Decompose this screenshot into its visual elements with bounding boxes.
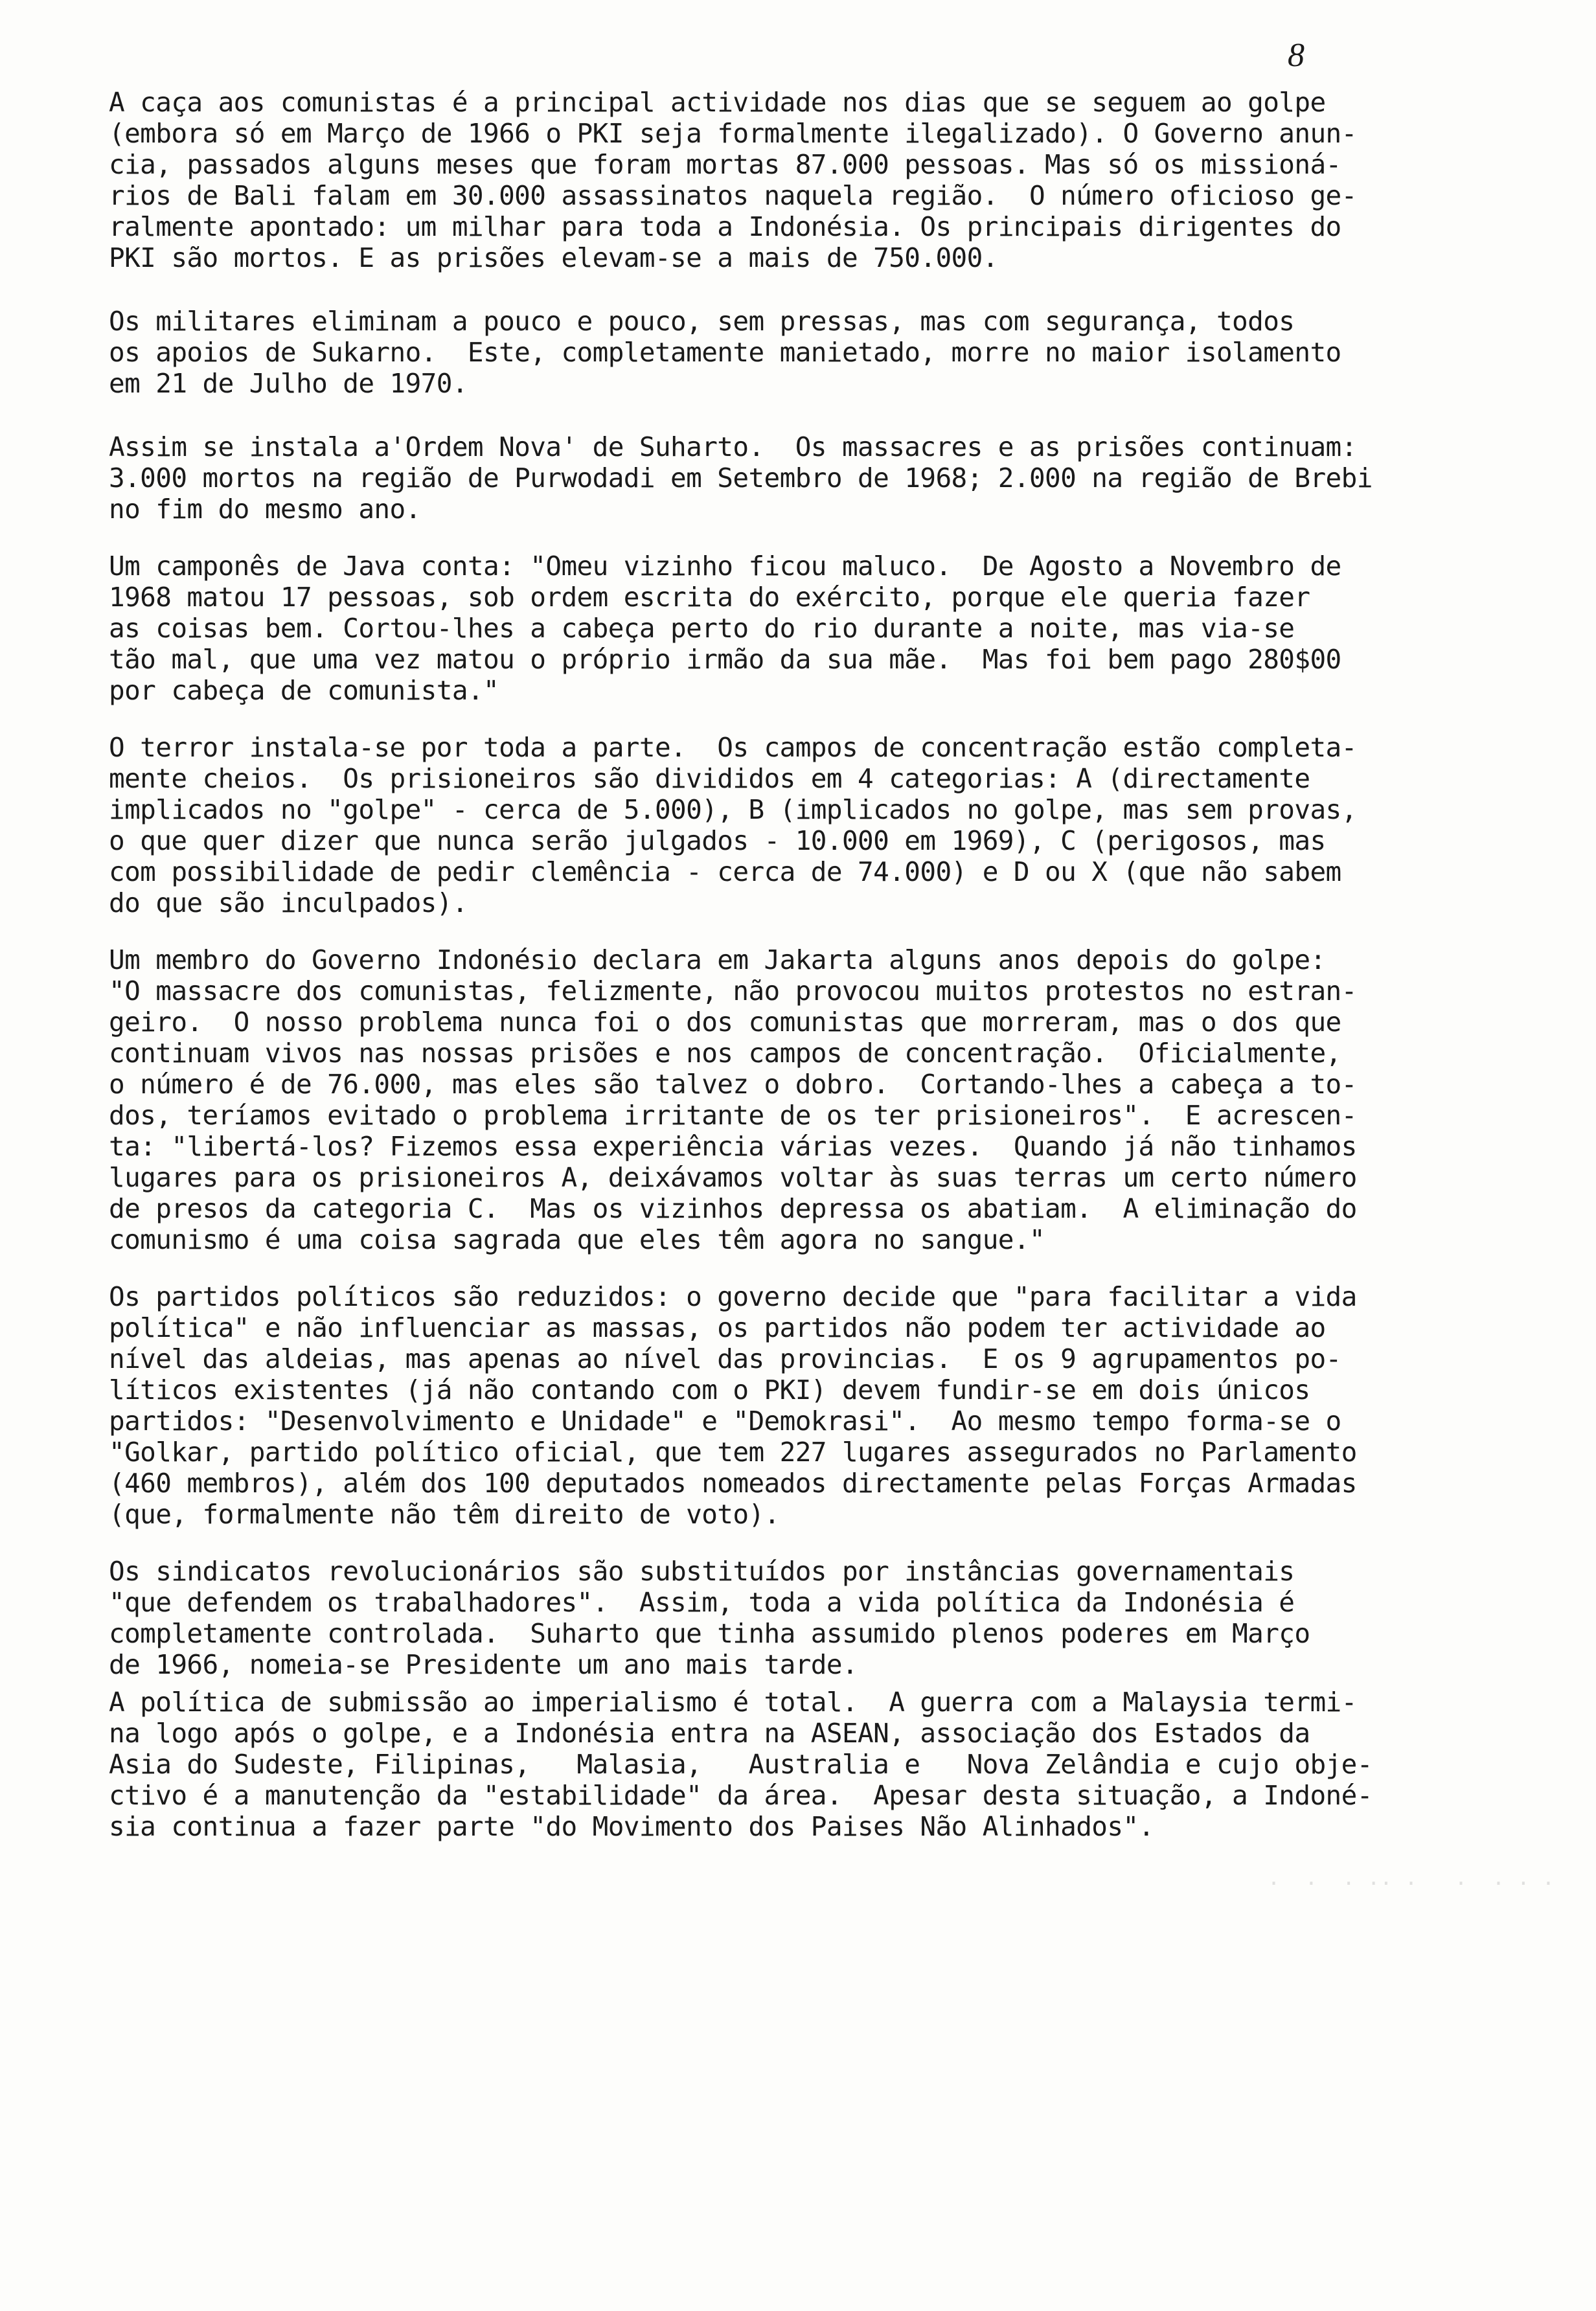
text-line: em 21 de Julho de 1970. [109,368,468,399]
text-line: Os partidos políticos são reduzidos: o governo decide que "para facilitar a vida [109,1281,1357,1312]
text-line: 3.000 mortos na região de Purwodadi em Setembro de 1968; 2.000 na região de Brebi [109,462,1373,494]
text-line: por cabeça de comunista." [109,675,499,706]
paragraph-governo-declara [109,944,1443,1255]
text-line: O terror instala-se por toda a parte. Os campos de concentração estão completa- [109,732,1357,763]
text-line: 1968 matou 17 pessoas, sob ordem escrita do exército, porque ele queria fazer [109,582,1310,613]
text-line: Asia do Sudeste, Filipinas, Malasia, Australia e Nova Zelândia e cujo obje- [109,1749,1373,1780]
text-line: tão mal, que uma vez matou o próprio irmão da sua mãe. Mas foi bem pago 280$00 [109,644,1341,675]
text-line: ta: "libertá-los? Fizemos essa experiência várias vezes. Quando já não tinhamos [109,1131,1357,1162]
text-line: rios de Bali falam em 30.000 assassinatos naquela região. O número oficioso ge- [109,180,1357,211]
text-line: A política de submissão ao imperialismo é total. A guerra com a Malaysia termi- [109,1687,1357,1718]
text-line: dos, teríamos evitado o problema irritante de os ter prisioneiros". E acrescen- [109,1100,1357,1131]
text-line: cia, passados alguns meses que foram mortas 87.000 pessoas. Mas só os missioná- [109,149,1341,180]
text-line: Assim se instala a'Ordem Nova' de Suharto. Os massacres e as prisões continuam: [109,431,1357,462]
text-line: implicados no "golpe" - cerca de 5.000), B (implicados no golpe, mas sem provas, [109,794,1357,825]
body-text [109,87,1443,1842]
paragraph-partidos [109,1281,1443,1530]
text-line: PKI são mortos. E as prisões elevam-se a mais de 750.000. [109,242,998,273]
text-line: Um camponês de Java conta: "Omeu vizinho ficou maluco. De Agosto a Novembro de [109,551,1341,582]
text-line: "O massacre dos comunistas, felizmente, não provocou muitos protestos no estran- [109,975,1357,1007]
text-line: com possibilidade de pedir clemência - cerca de 74.000) e D ou X (que não sabem [109,856,1341,887]
paragraph-imperialismo [109,1687,1443,1842]
text-line: lugares para os prisioneiros A, deixávamos voltar às suas terras um certo número [109,1162,1357,1193]
text-line: o número é de 76.000, mas eles são talvez o dobro. Cortando-lhes a cabeça a to- [109,1069,1357,1100]
text-line: Os sindicatos revolucionários são substituídos por instâncias governamentais [109,1556,1295,1587]
text-line: do que são inculpados). [109,887,468,918]
show-through-text: · · · · · ·· · · · [1267,1871,1555,1896]
text-line: sia continua a fazer parte "do Movimento dos Paises Não Alinhados". [109,1811,1154,1842]
paragraph-terror [109,732,1443,918]
text-line: ralmente apontado: um milhar para toda a Indonésia. Os principais dirigentes do [109,211,1341,242]
text-line: "Golkar, partido político oficial, que tem 227 lugares assegurados no Parlamento [109,1437,1357,1468]
text-line: política" e não influenciar as massas, os partidos não podem ter actividade ao [109,1312,1326,1343]
text-line: Os militares eliminam a pouco e pouco, sem pressas, mas com segurança, todos [109,306,1295,337]
text-line: continuam vivos nas nossas prisões e nos campos de concentração. Oficialmente, [109,1038,1341,1069]
text-line: de presos da categoria C. Mas os vizinhos depressa os abatiam. A eliminação do [109,1193,1357,1224]
page-number: 8 [1288,37,1305,74]
text-line: líticos existentes (já não contando com o PKI) devem fundir-se em dois únicos [109,1374,1310,1406]
paragraph-golpe-aftermath [109,87,1443,273]
paragraph-ordem-nova [109,431,1443,525]
text-line: comunismo é uma coisa sagrada que eles têm agora no sangue." [109,1224,1045,1255]
text-line: geiro. O nosso problema nunca foi o dos comunistas que morreram, mas o dos que [109,1007,1341,1038]
text-line: (que, formalmente não têm direito de voto). [109,1499,780,1530]
text-line: na logo após o golpe, e a Indonésia entra na ASEAN, associação dos Estados da [109,1718,1310,1749]
text-line: o que quer dizer que nunca serão julgados - 10.000 em 1969), C (perigosos, mas [109,825,1326,856]
text-line: ctivo é a manutenção da "estabilidade" da área. Apesar desta situação, a Indoné- [109,1780,1373,1811]
text-line: partidos: "Desenvolvimento e Unidade" e "Demokrasi". Ao mesmo tempo forma-se o [109,1406,1341,1437]
text-line: no fim do mesmo ano. [109,494,421,525]
text-line: "que defendem os trabalhadores". Assim, toda a vida política da Indonésia é [109,1587,1295,1618]
text-line: (460 membros), além dos 100 deputados nomeados directamente pelas Forças Armadas [109,1468,1357,1499]
text-line: de 1966, nomeia-se Presidente um ano mais tarde. [109,1649,858,1680]
text-line: completamente controlada. Suharto que tinha assumido plenos poderes em Março [109,1618,1310,1649]
text-line: os apoios de Sukarno. Este, completamente manietado, morre no maior isolamento [109,337,1341,368]
paragraph-sukarno [109,306,1443,399]
paragraph-campones [109,551,1443,706]
text-line: nível das aldeias, mas apenas ao nível das provincias. E os 9 agrupamentos po- [109,1343,1341,1374]
text-line: mente cheios. Os prisioneiros são divididos em 4 categorias: A (directamente [109,763,1310,794]
text-line: as coisas bem. Cortou-lhes a cabeça perto do rio durante a noite, mas via-se [109,613,1295,644]
paragraph-sindicatos [109,1556,1443,1680]
text-line: Um membro do Governo Indonésio declara em Jakarta alguns anos depois do golpe: [109,944,1326,975]
text-line: (embora só em Março de 1966 o PKI seja formalmente ilegalizado). O Governo anun- [109,118,1357,149]
text-line: A caça aos comunistas é a principal actividade nos dias que se seguem ao golpe [109,87,1326,118]
